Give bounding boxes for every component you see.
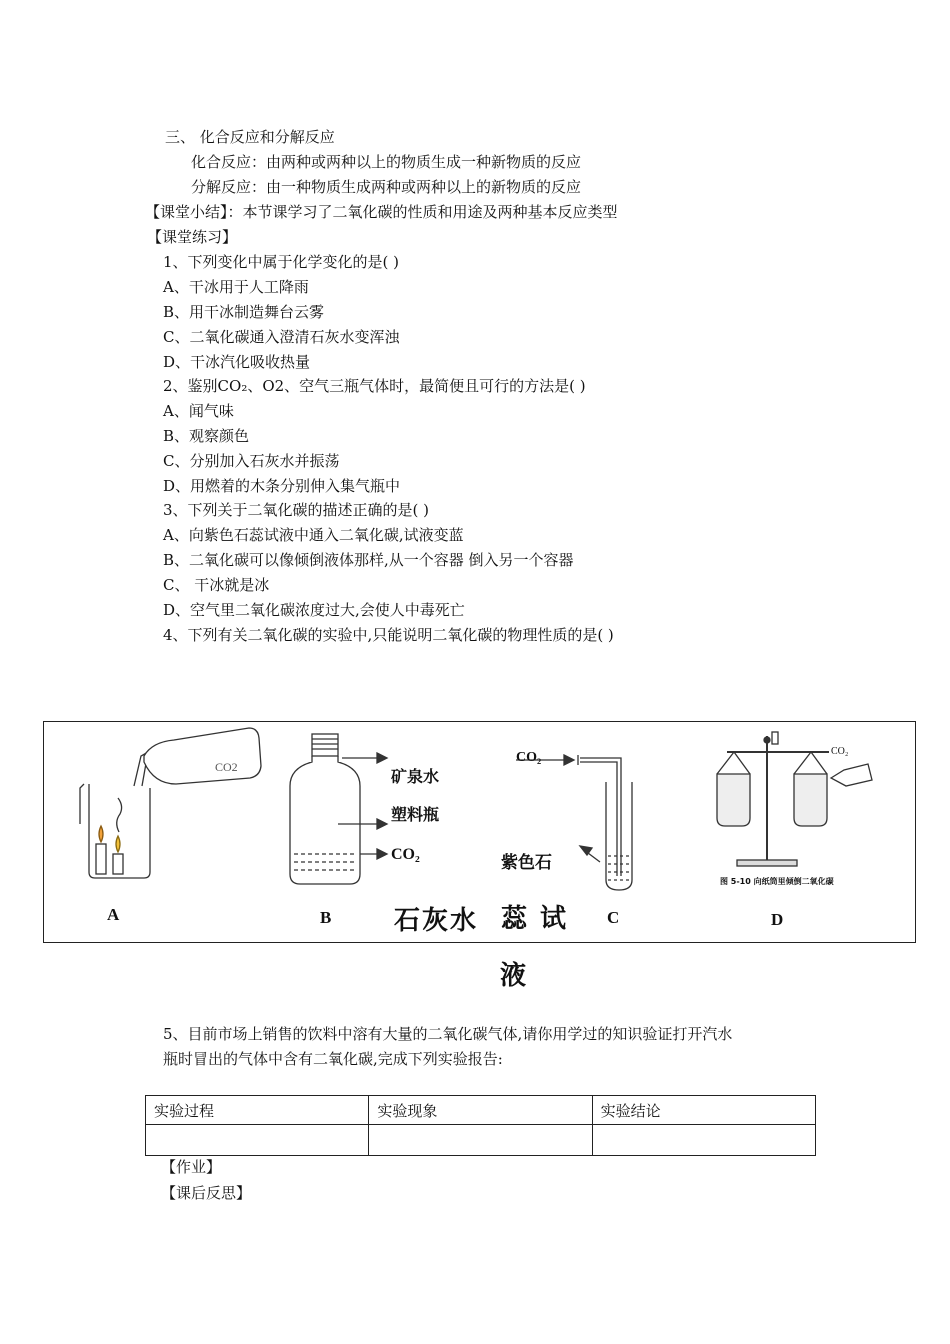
- class-summary: 【课堂小结】：本节课学习了二氧化碳的性质和用途及两种基本反应类型: [145, 203, 618, 221]
- combination-definition: 化合反应：由两种或两种以上的物质生成一种新物质的反应: [191, 153, 582, 171]
- question-5-line-2: 瓶时冒出的气体中含有二氧化碳,完成下列实验报告:: [163, 1050, 503, 1068]
- co2-b-label: CO₂: [391, 846, 420, 863]
- table-row: [146, 1125, 816, 1156]
- question-5-line-1: 5、目前市场上销售的饮料中溶有大量的二氧化碳气体,请你用学过的知识验证打开汽水: [163, 1025, 733, 1043]
- figure-d-caption: 图 5-10 向纸筒里倾倒二氧化碳: [720, 877, 834, 886]
- section-heading: 三、 化合反应和分解反应: [165, 128, 335, 146]
- limewater-label: 石灰水: [394, 906, 479, 936]
- question-3-option-b: B、二氧化碳可以像倾倒液体那样,从一个容器 倒入另一个容器: [163, 551, 574, 569]
- co2-d-label: CO₂: [831, 746, 849, 757]
- apparatus-d: [717, 732, 872, 866]
- question-2-option-b: B、观察颜色: [163, 427, 250, 445]
- litmus-label: 蕊 试: [501, 904, 569, 934]
- plastic-bottle-label: 塑料瓶: [391, 805, 440, 824]
- experiment-report-table: [145, 1095, 816, 1156]
- practice-heading: 【课堂练习】: [147, 228, 238, 246]
- liquid-label: 液: [500, 961, 529, 991]
- figure-label-d: D: [771, 910, 784, 929]
- experiment-drawings: [44, 722, 917, 944]
- question-1-option-d: D、干冰汽化吸收热量: [163, 353, 311, 371]
- cell-conclusion[interactable]: [592, 1125, 815, 1156]
- question-1-stem: 1、下列变化中属于化学变化的是( ): [163, 253, 400, 271]
- table-header-row: [146, 1096, 816, 1125]
- header-conclusion: 实验结论: [592, 1096, 815, 1125]
- apparatus-b: [290, 734, 387, 884]
- question-1-option-b: B、用干冰制造舞台云雾: [163, 303, 325, 321]
- question-1-option-c: C、二氧化碳通入澄清石灰水变浑浊: [163, 328, 400, 346]
- question-2-stem: 2、鉴别CO₂、O2、空气三瓶气体时，最简便且可行的方法是( ): [163, 377, 586, 395]
- question-1-option-a: A、干冰用于人工降雨: [163, 278, 309, 296]
- question-2-option-d: D、用燃着的木条分别伸入集气瓶中: [163, 477, 401, 495]
- question-3-option-c: C、 干冰就是冰: [163, 576, 270, 594]
- reflection-heading: 【课后反思】: [161, 1184, 252, 1202]
- question-2-option-a: A、闻气味: [163, 402, 234, 420]
- apparatus-a: [80, 728, 261, 878]
- co2-bottle-label: CO2: [215, 760, 238, 774]
- header-process: 实验过程: [146, 1096, 369, 1125]
- question-3-option-d: D、空气里二氧化碳浓度过大,会使人中毒死亡: [163, 601, 465, 619]
- figure-label-a: A: [107, 905, 120, 924]
- question-3-stem: 3、下列关于二氧化碳的描述正确的是( ): [163, 501, 430, 519]
- figure-label-b: B: [320, 908, 332, 927]
- cell-phenomenon[interactable]: [369, 1125, 592, 1156]
- cell-process[interactable]: [146, 1125, 369, 1156]
- decomposition-definition: 分解反应：由一种物质生成两种或两种以上的新物质的反应: [191, 178, 582, 196]
- mineral-water-label: 矿泉水: [391, 767, 440, 786]
- homework-heading: 【作业】: [161, 1158, 222, 1176]
- co2-c-label: CO₂: [516, 750, 542, 765]
- question-4-stem: 4、下列有关二氧化碳的实验中,只能说明二氧化碳的物理性质的是( ): [163, 626, 614, 644]
- experiment-figure: [43, 721, 916, 943]
- header-phenomenon: 实验现象: [369, 1096, 592, 1125]
- figure-label-c: C: [607, 908, 620, 927]
- purple-litmus-label: 紫色石: [501, 853, 552, 873]
- question-2-option-c: C、分别加入石灰水并振荡: [163, 452, 340, 470]
- question-3-option-a: A、向紫色石蕊试液中通入二氧化碳,试液变蓝: [163, 526, 464, 544]
